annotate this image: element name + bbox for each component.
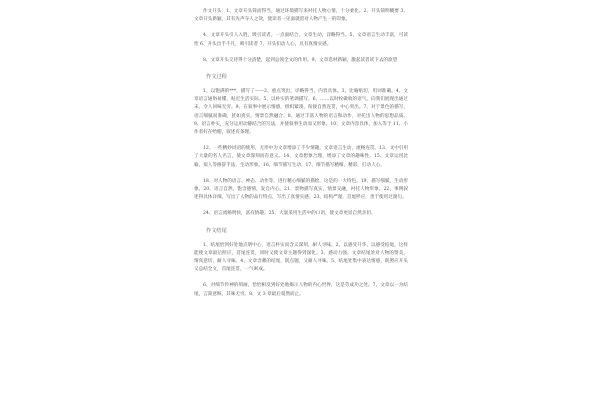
section-heading: 作文过程 bbox=[206, 74, 227, 81]
paragraph: 12、一些精妙词语的使用，无形中为文章增添了不少情趣。文章语言生动，流畅连贯。13、文中引用了大量的名人名言，使文章深刻而有意义。14、文章想象合理，增添了文章的趣味性。15、文章运用比喻，拟人等修辞手法，生动形象。16、细节描写生动。17、细节描写精细，精彩，打动人心。 bbox=[194, 146, 408, 168]
paragraph: 6、对细节传神的刻画，恰恰相反到好处地揭示人物的内心世界，这是劳成功之处。7、文章以一为结尾，言简意赅，其味无穷。8、文 3 章最后戛然而止。 bbox=[194, 283, 408, 297]
paragraph: 作文开头：1、文章开头简而得当，通过环境描写来衬托人物心情，十分柔化。2、开头简明概要 3、文章开头新颖，其有先声夺人之效，使读者一见面就留对人物产生一的印象。 bbox=[194, 9, 408, 23]
paragraph: 1、结尾恰到好处地点明中心，语言朴实而含义深刻，耐人寻味。2、以感受升华，以感受结尾，这样能使文章最后照应，首尾连贯，同时又使文章主题得到深化。3、感动力强，文章结尾处对人物的赞美，情真意切，耐人寻味。4、文章含蓄的结尾，既点题，又耐人寻味。5、结尾处集中表达情感，既照应开头又总结全文，首尾连贯，一气呵成。 bbox=[194, 242, 408, 273]
section-heading: 作文结尾 bbox=[206, 227, 227, 234]
document-page bbox=[194, 8, 408, 394]
paragraph: 4、文章开头引人入胜，吸引读者。一点面结合，文章生动，详略得当。5、文章语言生动丰富，可读性 6、开头出手不凡，吸引读者 7、开头扣动人心，具有真情实感。 bbox=[194, 33, 408, 47]
paragraph: 1、以饱满的***，描写了——2、重点突出，详略得当，内容具体。3、比喻贴切，用词准确。4、文章语言通俗易懂，贴近生活实际。5、以朴实的笔调描写。6、……以时栓做收的语气，向我们展现出通过末，令人回味无穷。9、在叙事中展示情感，组织紧凑，衔接自然连贯，中心突出。7、对于景色的描写，语言细腻而准确，犹如真实。情景自然融合。8、通过丰富人物的语言和动作，对托出人物的思想品质。9、语言朴实，充分运用动静结合的写法，并使叙事生动而又形象。10、文章内容具体，加入等于 11、小作者好在给帽，叙述有条理。 bbox=[194, 89, 408, 136]
paragraph: 8、文章开头交待得十分清楚，起到总领全文的作用。9、文章选材新颖，激起读者读下去的欲望 bbox=[203, 57, 398, 63]
paragraph: 18、对人物的语言、神态、动作等，进行精心细腻的描绘，这是的一大特色。19、描写细腻，生动形象。20、语言自然，饱含感情，发自内心。21、景物描写真实，情景交融，衬托人物形象。22、事例叙述得具体详细，写出了人物的品行特点，写出了真情实感。23、结构严谨，首尾呼应，善于使用过渡句。 bbox=[194, 178, 408, 201]
paragraph: 24、语言流畅明快，富有情趣。25、大量采用生活中的口语，使文章更显自然亲切。 bbox=[203, 211, 376, 217]
